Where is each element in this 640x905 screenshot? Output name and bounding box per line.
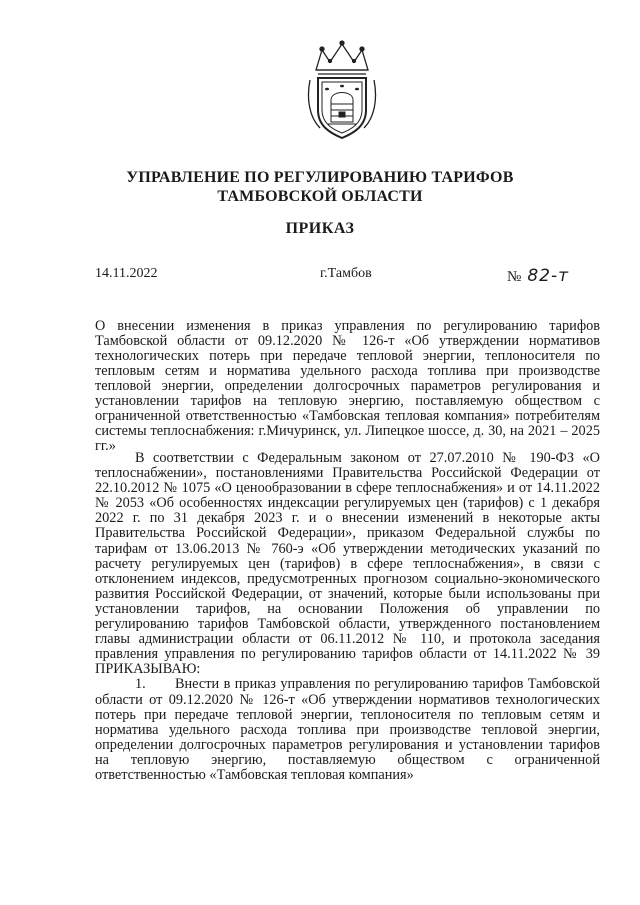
order-date: 14.11.2022 (95, 266, 158, 281)
organization-line-2: ТАМБОВСКОЙ ОБЛАСТИ (217, 188, 423, 205)
order-item-1 (95, 677, 600, 783)
handwritten-order-number: 82-т (527, 266, 569, 286)
order-body (95, 451, 600, 783)
organization-line-1: УПРАВЛЕНИЕ ПО РЕГУЛИРОВАНИЮ ТАРИФОВ (126, 169, 514, 186)
order-item-1-text: Внести в приказ управления по регулированию тарифов Тамбовской области от 09.12.2020 № 126-т «Об утверждении нормативов технологических потерь при передаче тепловой энергии, теплоносителя по тепловым сетям и норматива удельного расхода топлива при производстве тепловой энергии, определении долгосрочных параметров регулирования и установлении тарифов на тепловую энергию, поставляемую обществом с ограниченной ответственностью «Тамбовская тепловая компания» (95, 676, 600, 783)
order-city: г.Тамбов (320, 266, 372, 281)
order-subject: О внесении изменения в приказ управления по регулированию тарифов Тамбовской области от 09.12.2020 № 126-т «Об утверждении нормативов технологических потерь при передаче тепловой энергии, теплоносителя по тепловым сетям и норматива удельного расхода топлива при производстве тепловой энергии, определении долгосрочных параметров регулирования и установлении тарифов на тепловую энергию, поставляемую обществом с ограниченной ответственностью «Тамбовская тепловая компания» потребителям системы теплоснабжения: г.Мичуринск, ул. Липецкое шоссе, д. 30, на 2021 – 2025 гг.» (95, 318, 600, 454)
order-number (507, 266, 569, 286)
number-sign: № (507, 269, 522, 285)
preamble-paragraph: В соответствии с Федеральным законом от 27.07.2010 № 190-ФЗ «О теплоснабжении», постановлениями Правительства Российской Федерации от 22.10.2012 № 1075 «О ценообразовании в сфере теплоснабжения» и от 14.11.2022 № 2053 «Об особенностях индексации регулируемых цен (тарифов) с 1 декабря 2022 г. по 31 декабря 2023 г. и о внесении изменений в некоторые акты Правительства Российской Федерации», приказом Федеральной службы по тарифам от 13.06.2013 № 760-э «Об утверждении методических указаний по расчету регулируемых цен (тарифов) в сфере теплоснабжения», в связи с отклонением индексов, предусмотренных прогнозом социально-экономического развития Российской Федерации, от значений, которые были использованы при установлении тарифов, на основании Положения об управлении по регулированию тарифов Тамбовской области, утвержденного постановлением главы администрации области от 06.11.2012 № 110, и протокола заседания правления управления по регулированию тарифов области от 14.11.2022 № 39 ПРИКАЗЫВАЮ: (95, 450, 600, 678)
organization-name (0, 168, 640, 206)
order-item-1-number: 1. (135, 676, 146, 693)
document-type-title: ПРИКАЗ (285, 220, 355, 237)
tambov-coat-of-arms-icon (306, 40, 378, 140)
